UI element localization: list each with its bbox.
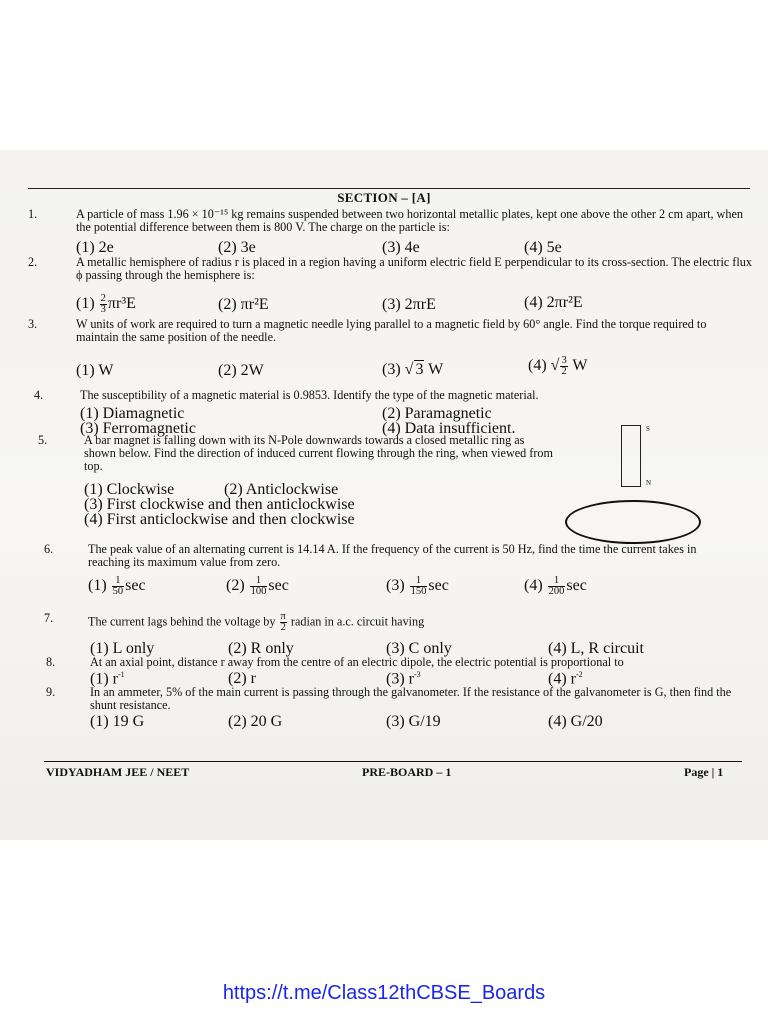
option: (1) W <box>76 362 114 379</box>
option: (1) $\frac{2}{3}$ πr³E <box>76 293 136 315</box>
question-number: 9. <box>46 685 56 699</box>
options-9 <box>90 713 742 729</box>
section-title: SECTION – [A] <box>337 190 431 205</box>
option: (2) R only <box>228 640 294 657</box>
options-1 <box>76 239 752 255</box>
question-text: The peak value of an alternating current is 14.14 A. If the frequency of the current is 50 Hz, find the time the current takes in reaching its maximum value from zero. <box>88 542 697 569</box>
option: (3) $\frac{1}{150}$ sec <box>386 575 449 597</box>
question-text: A bar magnet is falling down with its N-Pole downwards towards a closed metallic ring as shown below. Find the direction of induced current flowing through the ring, when viewed from top. <box>84 433 553 473</box>
option: (2) r <box>228 670 256 687</box>
option: (3) 2πrE <box>382 296 436 313</box>
question-text: The current lags behind the voltage by $\frac{\pi}{2}$ radian in a.c. circuit having <box>88 611 425 633</box>
question-number: 4. <box>34 388 44 402</box>
option: (4) L, R circuit <box>548 640 644 657</box>
option: (3) 4e <box>382 239 420 256</box>
question-number: 5. <box>38 433 48 447</box>
option: (3) $r^{-3}$ <box>386 670 421 688</box>
header-rule <box>28 188 750 189</box>
option: (2) 2W <box>218 362 264 379</box>
option: (3) C only <box>386 640 452 657</box>
option: (2) Anticlockwise <box>224 481 339 498</box>
question-number: 6. <box>44 542 54 556</box>
option: (3) First clockwise and then anticlockwise <box>84 496 355 513</box>
question-number: 7. <box>44 611 54 625</box>
option: (4) Data insufficient. <box>382 420 516 437</box>
options-6 <box>88 576 740 604</box>
option: (2) Paramagnetic <box>382 405 492 422</box>
footer-exam: PRE-BOARD – 1 <box>362 765 452 779</box>
question-number: 2. <box>28 255 38 269</box>
option: (3) Ferromagnetic <box>80 420 196 437</box>
option: (3) √ 3 W <box>382 361 444 378</box>
bar-magnet <box>621 425 641 487</box>
option: (1) L only <box>90 640 155 657</box>
n-pole-label: N <box>646 479 652 487</box>
fraction: $\frac{\pi}{2}$ <box>280 611 286 633</box>
s-pole-label: S <box>646 425 650 433</box>
options-8 <box>90 670 742 686</box>
option: (1) Diamagnetic <box>80 405 185 422</box>
option: (4) $\frac{1}{200}$ sec <box>524 575 587 597</box>
options-3 <box>76 356 752 382</box>
question-number: 1. <box>28 207 38 221</box>
option: (2) 3e <box>218 239 256 256</box>
option: (1) 19 G <box>90 713 145 730</box>
option: (1) $\frac{1}{50}$ sec <box>88 575 146 597</box>
option: (2) πr²E <box>218 296 269 313</box>
option: (1) Clockwise <box>84 481 175 498</box>
option: (1) $r^{-1}$ <box>90 670 125 688</box>
question-number: 8. <box>46 655 56 669</box>
metallic-ring <box>565 500 701 544</box>
option: (4) First anticlockwise and then clockwise <box>84 511 355 528</box>
option: (2) $\frac{1}{100}$ sec <box>226 575 289 597</box>
options-7 <box>90 640 742 656</box>
options-4 <box>80 405 756 435</box>
fraction: $\frac{3}{2}$ <box>561 355 567 377</box>
question-number: 3. <box>28 317 38 331</box>
sqrt: 3 <box>415 361 424 378</box>
option: (4) G/20 <box>548 713 603 730</box>
question-text: At an axial point, distance r away from the centre of an electric dipole, the electric potential is proportional to <box>90 655 624 669</box>
telegram-link[interactable]: https://t.me/Class12thCBSE_Boards <box>222 982 546 1004</box>
options-2 <box>76 292 752 316</box>
option: (4) 5e <box>524 239 562 256</box>
option: (3) G/19 <box>386 713 441 730</box>
question-text: The susceptibility of a magnetic material is 0.9853. Identify the type of the magnetic material. <box>80 388 539 402</box>
question-text: A particle of mass 1.96 × 10⁻¹⁵ kg remains suspended between two horizontal metallic plates, kept one above the other 2 cm apart, when the potential difference between them is 800 V. The charge on the particle is: <box>76 207 743 234</box>
option: (1) 2e <box>76 239 114 256</box>
question-text: A metallic hemisphere of radius r is placed in a region having a uniform electric field E perpendicular to its cross-section. The electric flux ϕ passing through the hemisphere is: <box>76 255 752 282</box>
option: (4) 2πr²E <box>524 294 583 311</box>
question-text: In an ammeter, 5% of the main current is passing through the galvanometer. If the resistance of the galvanometer is G, then find the shunt resistance. <box>90 685 732 712</box>
question-text: W units of work are required to turn a magnetic needle lying parallel to a magnetic field by 60° angle. Find the torque required to maintain the same position of the needle. <box>76 317 707 344</box>
option: (4) $r^{-2}$ <box>548 670 583 688</box>
option: (4) √ $\frac{3}{2}$ W <box>528 355 588 377</box>
options-5 <box>84 481 554 527</box>
footer-page: Page | 1 <box>684 765 724 779</box>
fraction: $\frac{2}{3}$ <box>100 293 106 315</box>
footer-rule <box>44 761 742 762</box>
option: (2) 20 G <box>228 713 283 730</box>
footer-institute: VIDYADHAM JEE / NEET <box>46 765 190 779</box>
